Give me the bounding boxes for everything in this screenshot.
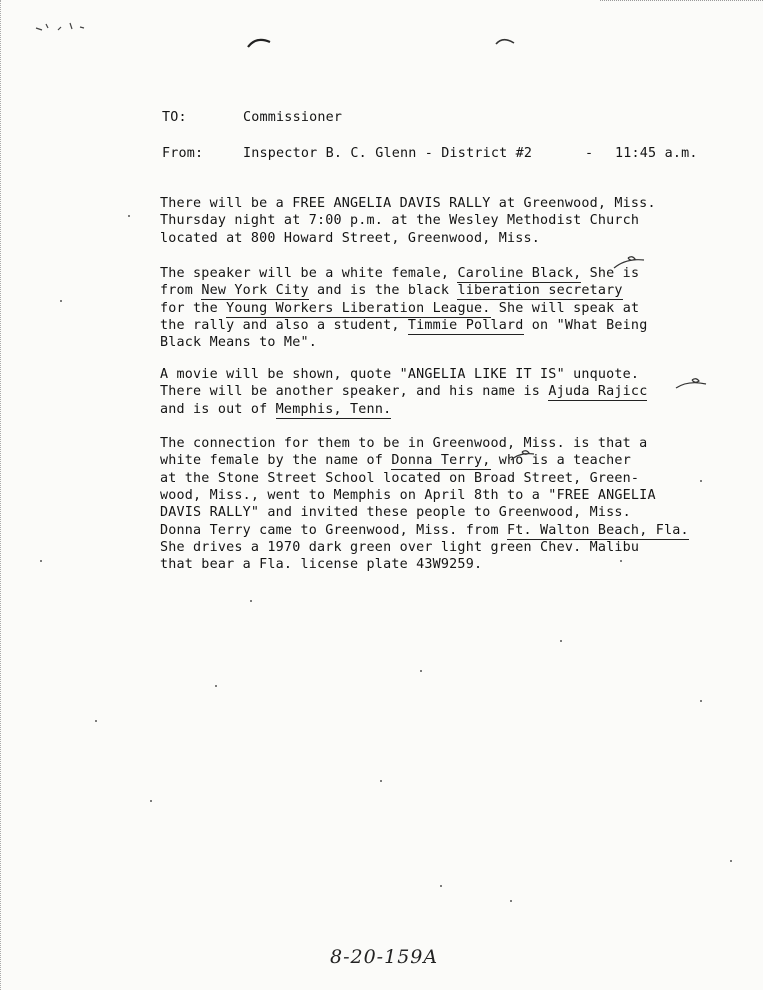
- to-label: TO:: [162, 110, 187, 125]
- text-segment: located at 800 Howard Street, Greenwood, Miss.: [160, 230, 541, 246]
- punch-mark-left: [246, 34, 274, 50]
- scan-speck: [215, 685, 217, 687]
- memo-line: [160, 539, 639, 557]
- underlined-name: Ft. Walton Beach, Fla.: [507, 522, 689, 538]
- scan-speck: [700, 700, 702, 702]
- text-segment: Thursday night at 7:00 p.m. at the Wesley Methodist Church: [160, 213, 640, 229]
- memo-line: [160, 282, 623, 300]
- scan-speck: [620, 560, 622, 562]
- memo-line: [160, 401, 391, 419]
- memo-line: [160, 212, 639, 230]
- scan-left-edge: [0, 0, 13, 990]
- memo-line: [160, 195, 656, 213]
- text-segment: the rally and also a student,: [160, 317, 408, 333]
- memo-time: 11:45 a.m.: [615, 146, 698, 161]
- scan-speck: [730, 860, 732, 862]
- scan-speck: [700, 480, 702, 482]
- text-segment: Donna Terry came to Greenwood, Miss. from: [160, 522, 507, 538]
- underlined-name: Donna Terry,: [391, 453, 491, 469]
- scan-speck: [95, 720, 97, 722]
- to-recipient: Commissioner: [243, 110, 343, 125]
- text-segment: She will speak at: [490, 300, 640, 316]
- punch-mark-right: [494, 34, 518, 48]
- memo-line: [160, 265, 639, 283]
- pen-check-mark: [508, 448, 538, 464]
- memo-line: [160, 383, 647, 401]
- memo-line: [160, 470, 639, 488]
- text-segment: Black Means to Me".: [160, 335, 317, 351]
- text-segment: The connection for them to be in Greenwood, Miss. is that a: [160, 436, 648, 451]
- scan-speck: [128, 215, 130, 217]
- underlined-name: Timmie Pollard: [407, 317, 524, 333]
- underlined-name: New York City: [201, 283, 309, 299]
- scan-speck: [420, 670, 422, 672]
- text-segment: The speaker will be a white female,: [160, 266, 458, 281]
- text-segment: from: [160, 283, 202, 299]
- text-segment: on "What Being: [523, 317, 648, 333]
- text-segment: that bear a Fla. license plate 43W9259.: [160, 557, 483, 573]
- text-segment: for the: [160, 300, 227, 316]
- corner-scan-marks: [34, 18, 90, 38]
- underlined-name: liberation secretary: [457, 283, 623, 299]
- scan-speck: [380, 780, 382, 782]
- underlined-name: Caroline Black,: [457, 266, 582, 281]
- scan-speck: [250, 600, 252, 602]
- scan-speck: [60, 300, 62, 302]
- text-segment: and is the black: [308, 283, 458, 299]
- scan-speck: [440, 885, 442, 887]
- text-segment: and is out of: [160, 401, 276, 417]
- text-segment: A movie will be shown, quote "ANGELIA LIKE IT IS" unquote.: [160, 367, 640, 382]
- memo-line: [160, 452, 631, 470]
- underlined-name: Memphis, Tenn.: [275, 401, 392, 417]
- from-dash: -: [585, 146, 594, 161]
- memo-line: [160, 334, 317, 352]
- memo-line: [160, 556, 482, 574]
- text-segment: who is a teacher: [490, 453, 631, 469]
- scan-speck: [510, 900, 512, 902]
- memo-line: [160, 230, 540, 248]
- text-segment: There will be another speaker, and his name is: [160, 384, 549, 400]
- memo-line: [160, 487, 656, 505]
- text-segment: at the Stone Street School located on Broad Street, Green-: [160, 470, 640, 486]
- pen-check-mark: [672, 374, 712, 392]
- underlined-name: Young Workers Liberation League.: [226, 300, 491, 316]
- underlined-name: Ajuda Rajicc: [548, 384, 648, 400]
- scan-speck: [40, 560, 42, 562]
- document-number: 8-20-159A: [330, 946, 439, 968]
- text-segment: She is: [581, 266, 640, 281]
- scan-top-edge: [600, 0, 763, 4]
- memo-line: [160, 300, 639, 318]
- scan-speck: [150, 800, 152, 802]
- memo-line: [160, 317, 647, 335]
- scan-speck: [560, 640, 562, 642]
- memo-line: [160, 522, 689, 540]
- memo-line: [160, 366, 639, 384]
- text-segment: She drives a 1970 dark green over light green Chev. Malibu: [160, 539, 640, 555]
- text-segment: wood, Miss., went to Memphis on April 8th to a "FREE ANGELIA: [160, 487, 656, 503]
- memo-line: [160, 435, 647, 453]
- text-segment: DAVIS RALLY" and invited these people to Greenwood, Miss.: [160, 505, 631, 521]
- from-label: From:: [162, 146, 204, 161]
- memo-line: [160, 504, 631, 522]
- text-segment: white female by the name of: [160, 453, 392, 469]
- pen-check-mark: [610, 254, 650, 272]
- from-sender: Inspector B. C. Glenn - District #2: [243, 146, 533, 161]
- text-segment: There will be a FREE ANGELIA DAVIS RALLY at Greenwood, Miss.: [160, 196, 656, 211]
